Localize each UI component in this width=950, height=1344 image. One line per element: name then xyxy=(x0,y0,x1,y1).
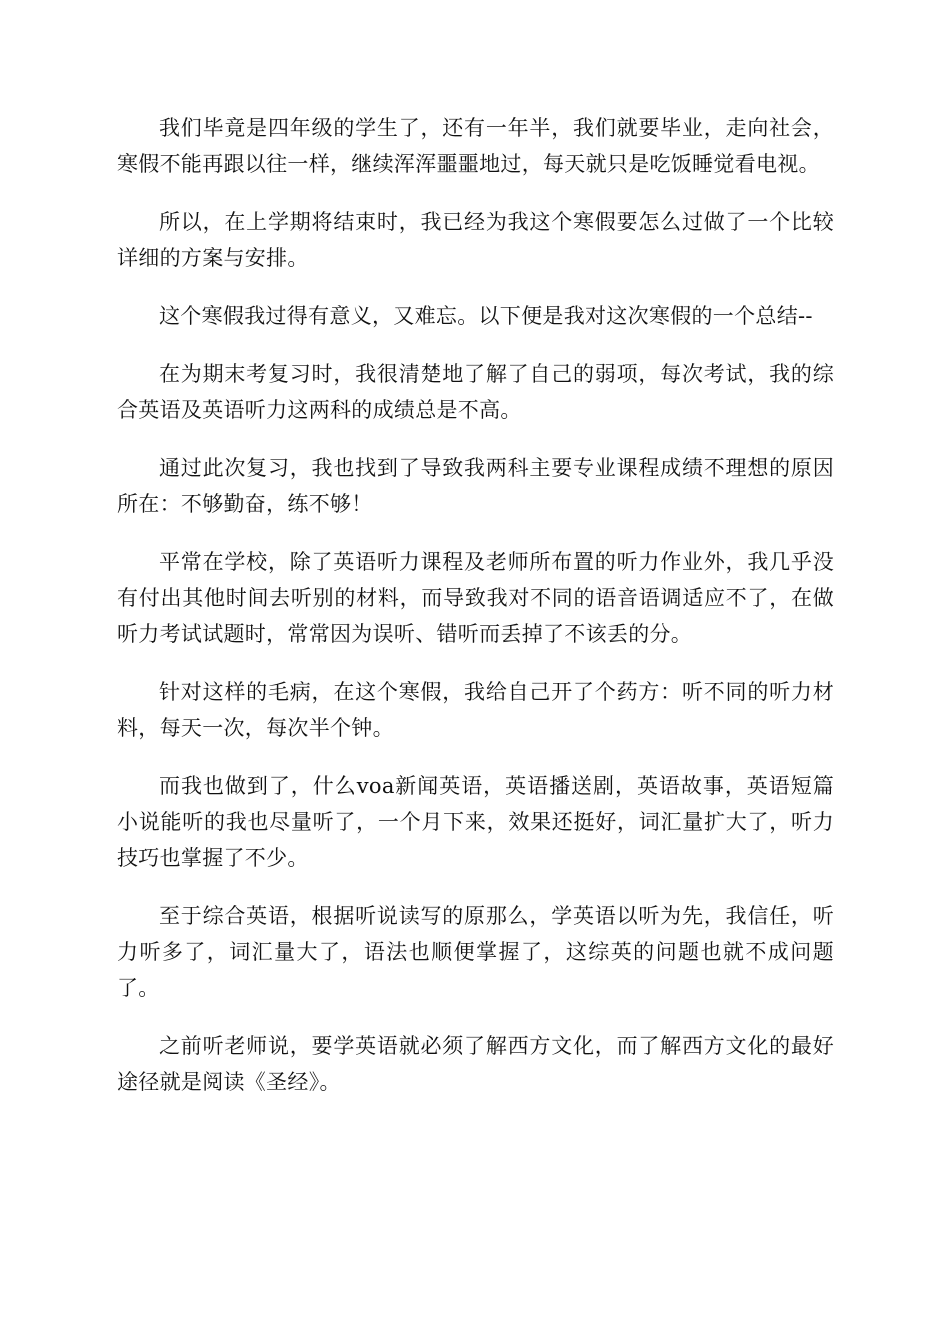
paragraph-1: 我们毕竟是四年级的学生了，还有一年半，我们就要毕业，走向社会，寒假不能再跟以往一样，继续浑浑噩噩地过，每天就只是吃饭睡觉看电视。 xyxy=(117,116,834,176)
paragraph-2: 所以，在上学期将结束时，我已经为我这个寒假要怎么过做了一个比较详细的方案与安排。 xyxy=(117,210,834,270)
paragraph-8: 而我也做到了，什么voa新闻英语，英语播送剧，英语故事，英语短篇小说能听的我也尽量听了，一个月下来，效果还挺好，词汇量扩大了，听力技巧也掌握了不少。 xyxy=(117,774,834,870)
paragraph-6: 平常在学校，除了英语听力课程及老师所布置的听力作业外，我几乎没有付出其他时间去听别的材料，而导致我对不同的语音语调适应不了，在做听力考试试题时，常常因为误听、错听而丢掉了不该丢的分。 xyxy=(117,550,834,646)
paragraph-10: 之前听老师说，要学英语就必须了解西方文化，而了解西方文化的最好途径就是阅读《圣经》。 xyxy=(117,1034,834,1094)
paragraph-4: 在为期末考复习时，我很清楚地了解了自己的弱项，每次考试，我的综合英语及英语听力这两科的成绩总是不高。 xyxy=(117,362,834,422)
paragraph-9: 至于综合英语，根据听说读写的原那么，学英语以听为先，我信任，听力听多了，词汇量大了，语法也顺便掌握了，这综英的问题也就不成问题了。 xyxy=(117,904,834,1000)
paragraph-7: 针对这样的毛病，在这个寒假，我给自己开了个药方：听不同的听力材料，每天一次，每次半个钟。 xyxy=(117,680,834,740)
paragraph-3: 这个寒假我过得有意义，又难忘。以下便是我对这次寒假的一个总结-- xyxy=(159,304,813,328)
paragraph-5: 通过此次复习，我也找到了导致我两科主要专业课程成绩不理想的原因所在：不够勤奋，练不够！ xyxy=(117,456,834,516)
